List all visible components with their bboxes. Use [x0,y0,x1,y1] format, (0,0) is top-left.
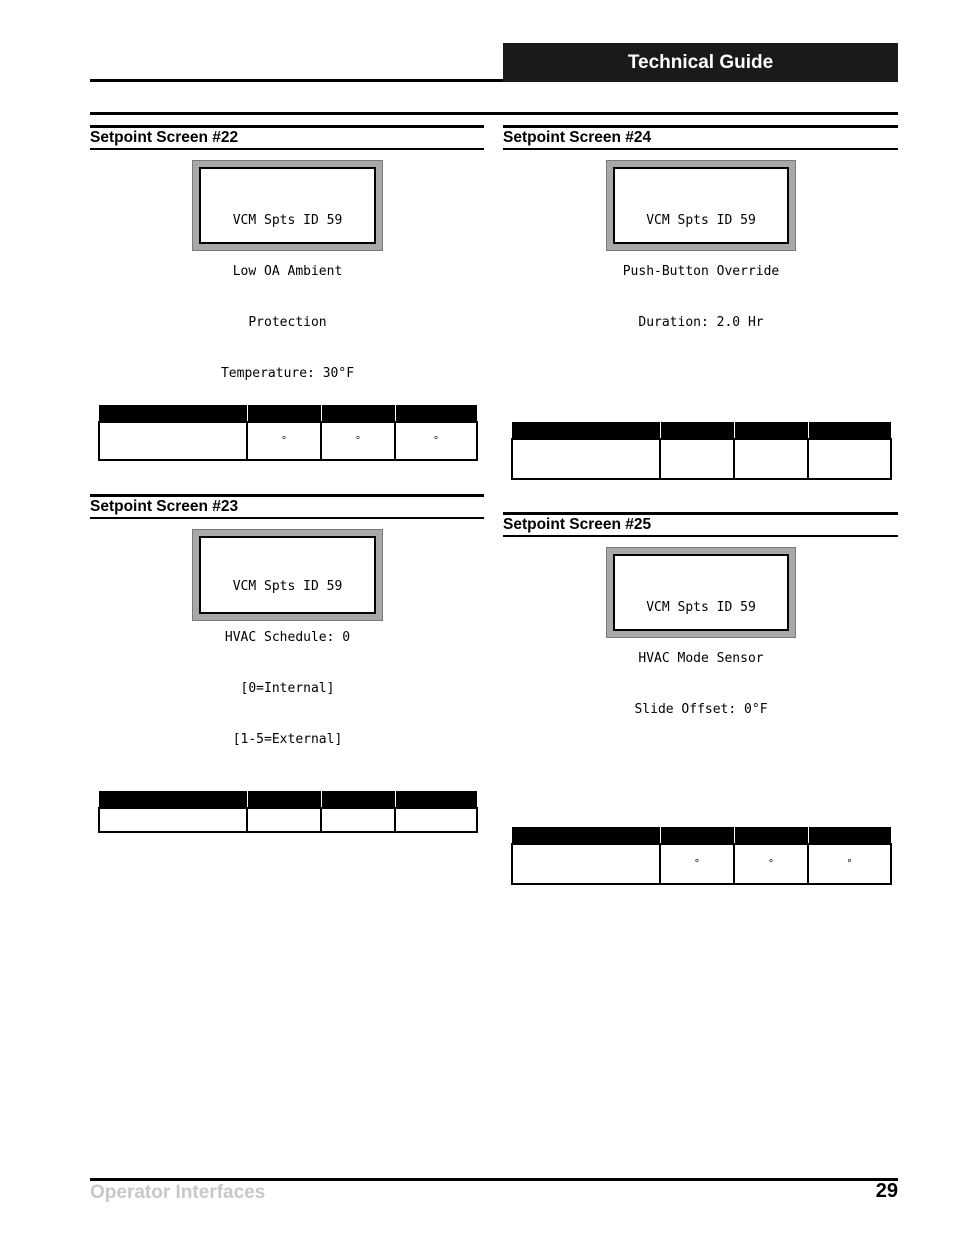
table-row [99,422,477,460]
table-cell [512,844,660,884]
lcd-line [615,365,787,382]
table-cell [512,439,660,479]
lcd-line: [0=Internal] [240,681,335,696]
lcd-display-22 [199,167,376,381]
table-cell: ° [321,422,395,460]
table-cell [247,808,321,832]
table-header-row [512,827,891,844]
table-cell [734,439,808,479]
lcd-display-23 [199,536,376,747]
table-row [99,808,477,832]
table-cell: ° [734,844,808,884]
table-cell [660,439,734,479]
table-cell: ° [395,422,477,460]
lcd-line: Slide Offset: 0°F [634,702,768,717]
lcd-line: [1-5=External] [232,732,343,747]
lcd-line: Duration: 2.0 Hr [638,315,764,330]
setpoint-table-25 [511,827,892,885]
footer-rule [90,1178,898,1181]
lcd-line: VCM Spts ID 59 [646,600,756,615]
setpoint-table-22 [98,405,478,461]
page-number: 29 [875,1180,898,1202]
table-cell [99,808,247,832]
lcd-display-24 [613,167,789,330]
lcd-screen-25 [606,547,796,717]
top-rule [90,112,898,115]
section-heading-23: Setpoint Screen #23 [90,494,484,519]
footer-section-title: Operator Interfaces [90,1182,266,1203]
table-header-row [512,422,891,439]
lcd-line: HVAC Schedule: 0 [224,630,351,645]
lcd-display-25 [613,554,789,717]
table-cell: ° [660,844,734,884]
setpoint-table-23 [98,791,478,833]
lcd-line: VCM Spts ID 59 [646,213,756,228]
lcd-line: Push-Button Override [622,264,780,279]
table-cell [395,808,477,832]
table-row [512,439,891,479]
table-row [512,844,891,884]
lcd-screen-24 [606,160,796,330]
lcd-line: Protection [248,315,327,330]
section-heading-25: Setpoint Screen #25 [503,512,898,537]
lcd-line: Low OA Ambient [232,264,343,279]
table-header-row [99,791,477,808]
lcd-line [615,752,787,769]
table-cell [808,439,891,479]
lcd-line: VCM Spts ID 59 [232,213,343,228]
setpoint-table-24 [511,422,892,480]
table-cell [99,422,247,460]
lcd-screen-23 [192,529,383,747]
lcd-line: HVAC Mode Sensor [638,651,764,666]
section-heading-24: Setpoint Screen #24 [503,125,898,150]
table-cell: ° [808,844,891,884]
table-header-row [99,405,477,422]
header-title: Technical Guide [503,43,898,82]
lcd-line: VCM Spts ID 59 [232,579,343,594]
table-cell [321,808,395,832]
section-heading-22: Setpoint Screen #22 [90,125,484,150]
lcd-line: Temperature: 30°F [220,366,355,381]
lcd-screen-22 [192,160,383,381]
table-cell: ° [247,422,321,460]
